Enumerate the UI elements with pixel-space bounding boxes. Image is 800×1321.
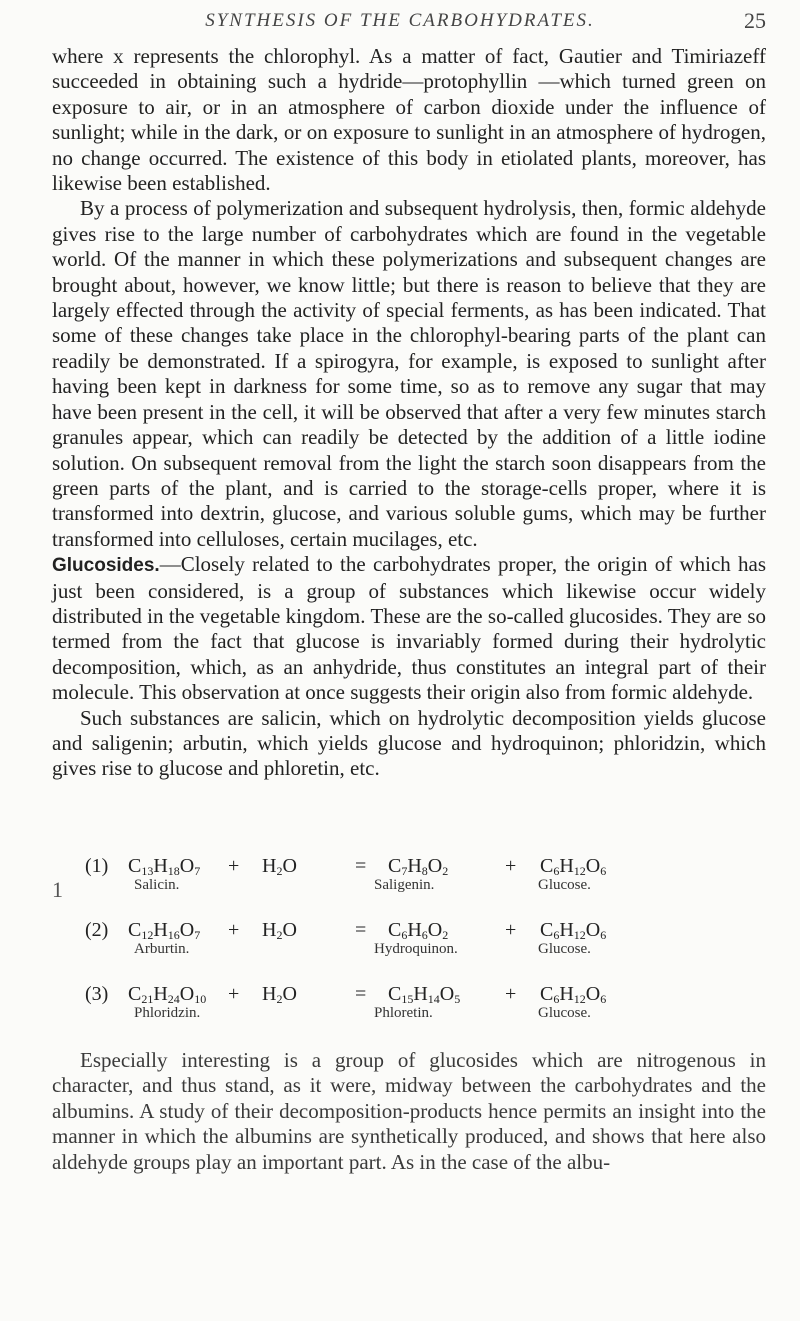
reactant-formula: $C_{21}H_{24}O_{10}$ [128,983,207,1006]
equation-row [0,983,800,1039]
plus-sign: + [228,983,240,1005]
glucose-formula: $C_6H_{12}O_6$ [540,983,607,1006]
plus-sign: + [505,919,517,941]
equation-number: (2) [85,919,109,941]
glucose-label: Glucose. [538,877,591,893]
running-head: SYNTHESIS OF THE CARBOHYDRATES. [205,10,595,31]
margin-mark: 1 [52,877,63,902]
page-number: 25 [744,8,766,33]
water-formula: $H_2O$ [262,919,297,942]
equals-sign: = [355,855,367,877]
equation-number: (1) [85,855,109,877]
body-text [52,44,766,782]
reactant-formula: $C_{13}H_{18}O_7$ [128,855,201,878]
paragraph-hydride: where x represents the chlorophyl. As a matter of fact, Gautier and Timiriazeff succeeded in obtaining such a hydride—protophyllin —which turned green on exposure to air, or in an atmosphere of carbon dioxide under the influence of sunlight; while in the dark, or on exposure to sunlight in an atmosphere of hydrogen, no change occurred. The existence of this body in etiolated plants, moreover, has likewise been established. [52,44,766,196]
plus-sign: + [228,919,240,941]
equation-row [0,855,800,911]
product-label: Phloretin. [374,1005,433,1021]
reactant-formula: $C_{12}H_{16}O_7$ [128,919,201,942]
reactant-label: Phloridzin. [134,1005,201,1021]
plus-sign: + [505,983,517,1005]
equation-number: (3) [85,983,109,1005]
product-formula: $C_7H_8O_2$ [388,855,449,878]
glucose-label: Glucose. [538,941,591,957]
plus-sign: + [228,855,240,877]
paragraph-polymerization: By a process of polymerization and subsequent hydrolysis, then, formic aldehyde gives rise to the large number of carbohydrates which are found in the vegetable world. Of the manner in which these polymerizations and subsequent changes are brought about, however, we know little; but there is reason to believe that they are largely effected through the activity of special ferments, as has been indicated. That some of these changes take place in the chlorophyl-bearing parts of the plant can readily be demonstrated. If a spirogyra, for example, is exposed to sunlight after having been kept in darkness for some time, so as to remove any sugar that may have been present in the cell, it will be observed that after a very few minutes starch granules appear, which can readily be detected by the addition of a little iodine solution. On subsequent removal from the light the starch soon disappears from the green parts of the plant, and is carried to the storage-cells proper, where it is transformed into dextrin, glucose, and various soluble gums, which may be further transformed into celluloses, certain mucilages, etc. [52,196,766,551]
paragraph-glucosides [52,552,766,705]
equals-sign: = [355,919,367,941]
page-header [0,8,800,38]
equals-sign: = [355,983,367,1005]
glucosides-heading: Glucosides. [52,555,160,577]
product-formula: $C_6H_6O_2$ [388,919,449,942]
paragraph-nitrogenous: Especially interesting is a group of glucosides which are nitrogenous in character, and thus stand, as it were, midway between the carbohydrates and the albumins. A study of their decomposition-products hence permits an insight into the manner in which the albumins are synthetically produced, and shows that here also aldehyde groups play an important part. As in the case of the albu- [52,1048,766,1174]
closing-text [52,1048,766,1175]
product-label: Hydroquinon. [374,941,458,957]
water-formula: $H_2O$ [262,983,297,1006]
glucose-label: Glucose. [538,1005,591,1021]
paragraph-examples: Such substances are salicin, which on hydrolytic decomposition yields glucose and saligenin; arbutin, which yields glucose and hydroquinon; phloridzin, which gives rise to glucose and phloretin, etc. [52,705,766,781]
water-formula: $H_2O$ [262,855,297,878]
equations-block [0,855,800,1045]
equation-row [0,919,800,975]
reactant-label: Arburtin. [134,941,190,957]
glucose-formula: $C_6H_{12}O_6$ [540,855,607,878]
product-formula: $C_{15}H_{14}O_5$ [388,983,461,1006]
glucosides-text: —Closely related to the carbohydrates proper, the origin of which has just been considered, is a group of substances which likewise occur widely distributed in the vegetable kingdom. These are the so-called glucosides. They are so termed from the fact that glucose is invariably formed during their hydrolytic decomposition, which, as an anhydride, thus constitutes an integral part of their molecule. This observation at once suggests their origin also from formic aldehyde. [52,552,766,705]
glucose-formula: $C_6H_{12}O_6$ [540,919,607,942]
product-label: Saligenin. [374,877,435,893]
plus-sign: + [505,855,517,877]
reactant-label: Salicin. [134,877,180,893]
